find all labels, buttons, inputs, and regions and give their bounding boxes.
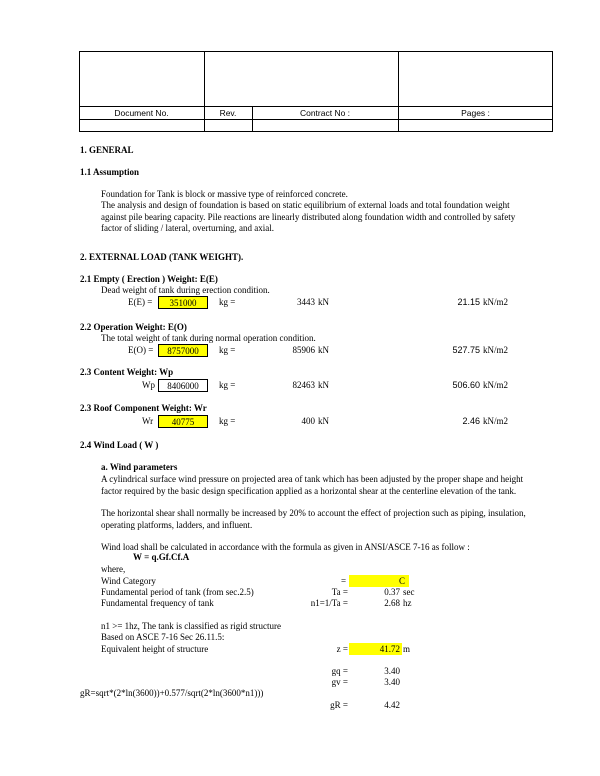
header-row-divider xyxy=(79,106,553,107)
equivalent-height-symbol: z = xyxy=(336,644,348,654)
roof-weight-label: Wr xyxy=(142,416,154,426)
section-general-title: 1. GENERAL xyxy=(80,145,134,155)
pages-label: Pages : xyxy=(461,108,490,118)
empty-weight-label: E(E) = xyxy=(128,297,153,307)
content-weight-input[interactable]: 8406000 xyxy=(158,379,208,392)
header-col-divider xyxy=(398,51,399,132)
asce-reference: Based on ASCE 7-16 Sec 26.11.5: xyxy=(101,632,225,642)
doc-no-label: Document No. xyxy=(114,108,169,118)
operation-weight-unit: kg = xyxy=(219,345,236,355)
rigid-structure-note: n1 >= 1hz, The tank is classified as rigid structure xyxy=(101,621,281,631)
wind-category-eq: = xyxy=(341,576,347,586)
roof-weight-kn-unit: kN xyxy=(318,416,329,426)
operation-weight-kn-unit: kN xyxy=(318,345,329,355)
wind-category-label: Wind Category xyxy=(101,576,156,586)
empty-weight-pressure-unit: kN/m2 xyxy=(483,297,509,307)
gr-symbol: gR = xyxy=(330,700,348,710)
gv-value: 3.40 xyxy=(384,677,400,687)
roof-weight-unit: kg = xyxy=(219,416,236,426)
assumption-title: 1.1 Assumption xyxy=(80,167,140,177)
contract-label: Contract No : xyxy=(299,108,351,118)
content-weight-kn-unit: kN xyxy=(318,380,329,390)
header-col-divider xyxy=(204,51,205,132)
frequency-value: 2.68 xyxy=(384,598,400,608)
content-weight-title: 2.3 Content Weight: Wp xyxy=(80,367,174,377)
wind-load-title: 2.4 Wind Load ( W ) xyxy=(80,440,159,450)
roof-weight-kn: 400 xyxy=(301,416,315,426)
period-value: 0.37 xyxy=(384,587,400,597)
empty-weight-title: 2.1 Empty ( Erection ) Weight: E(E) xyxy=(80,274,218,284)
assumption-text-2: The analysis and design of foundation is based on static equilibrium of external loads and total foundation weight against pile bearing capacity. Pile reactions are linearly distributed along foundation width and controlled by safety factor of sliding / lateral, overturning, and axial. xyxy=(101,200,516,233)
roof-weight-pressure-unit: kN/m2 xyxy=(483,416,509,426)
rev-label: Rev. xyxy=(219,108,237,118)
operation-weight-input[interactable]: 8757000 xyxy=(158,344,208,357)
content-weight-kn: 82463 xyxy=(292,380,315,390)
operation-weight-title: 2.2 Operation Weight: E(O) xyxy=(80,322,187,332)
wind-text-2: The horizontal shear shall normally be increased by 20% to account the effect of projection such as piping, insulation, operating platforms, ladders, and influent. xyxy=(101,508,526,530)
operation-weight-pressure-unit: kN/m2 xyxy=(483,345,509,355)
operation-weight-desc: The total weight of tank during normal operation condition. xyxy=(101,333,316,343)
where-label: where, xyxy=(101,564,126,574)
wind-text-3: Wind load shall be calculated in accordance with the formula as given in ANSI/ASCE 7-16 as follow : xyxy=(101,542,470,552)
frequency-symbol: n1=1/Ta = xyxy=(310,598,348,608)
empty-weight-desc: Dead weight of tank during erection condition. xyxy=(101,285,270,295)
gq-symbol: gq = xyxy=(331,666,348,676)
roof-weight-title: 2.3 Roof Component Weight: Wr xyxy=(80,403,207,413)
wind-text-1: A cylindrical surface wind pressure on projected area of tank which has been adjusted by the proper shape and height factor required by the basic design specification applied as a horizontal shear at the centerline elevation of the tank. xyxy=(101,474,524,496)
gq-value: 3.40 xyxy=(384,666,400,676)
roof-weight-input[interactable]: 40775 xyxy=(158,415,208,428)
gr-value: 4.42 xyxy=(384,700,400,710)
equivalent-height-label: Equivalent height of structure xyxy=(101,644,209,654)
content-weight-unit: kg = xyxy=(219,380,236,390)
assumption-text-1: Foundation for Tank is block or massive type of reinforced concrete. xyxy=(101,189,348,199)
empty-weight-unit: kg = xyxy=(219,297,236,307)
period-symbol: Ta = xyxy=(331,587,348,597)
frequency-unit: hz xyxy=(403,598,412,608)
wind-category-input[interactable]: C xyxy=(349,575,409,587)
operation-weight-pressure: 527.75 xyxy=(452,345,480,355)
roof-weight-pressure: 2.46 xyxy=(462,416,480,426)
content-weight-pressure-unit: kN/m2 xyxy=(483,380,509,390)
wind-formula: W = q.Gf.Cf.A xyxy=(133,552,190,562)
gv-symbol: gv = xyxy=(331,677,348,687)
content-weight-label: Wp xyxy=(142,380,155,390)
content-weight-pressure: 506.60 xyxy=(452,380,480,390)
empty-weight-kn: 3443 xyxy=(297,297,315,307)
equivalent-height-unit: m xyxy=(403,644,411,654)
equivalent-height-input[interactable]: 41.72 xyxy=(349,643,402,655)
period-unit: sec xyxy=(403,587,415,597)
operation-weight-kn: 85906 xyxy=(292,345,315,355)
section-external-load-title: 2. EXTERNAL LOAD (TANK WEIGHT). xyxy=(80,252,244,262)
gr-formula: gR=sqrt*(2*ln(3600))+0.577/sqrt(2*ln(3600*n1))) xyxy=(80,688,264,698)
empty-weight-pressure: 21.15 xyxy=(457,297,480,307)
header-row-divider xyxy=(79,119,553,120)
wind-parameters-title: a. Wind parameters xyxy=(101,462,178,472)
period-label: Fundamental period of tank (from sec.2.5) xyxy=(101,587,254,597)
empty-weight-input[interactable]: 351000 xyxy=(158,296,208,309)
operation-weight-label: E(O) = xyxy=(128,345,154,355)
empty-weight-kn-unit: kN xyxy=(318,297,329,307)
frequency-label: Fundamental frequency of tank xyxy=(101,598,214,608)
